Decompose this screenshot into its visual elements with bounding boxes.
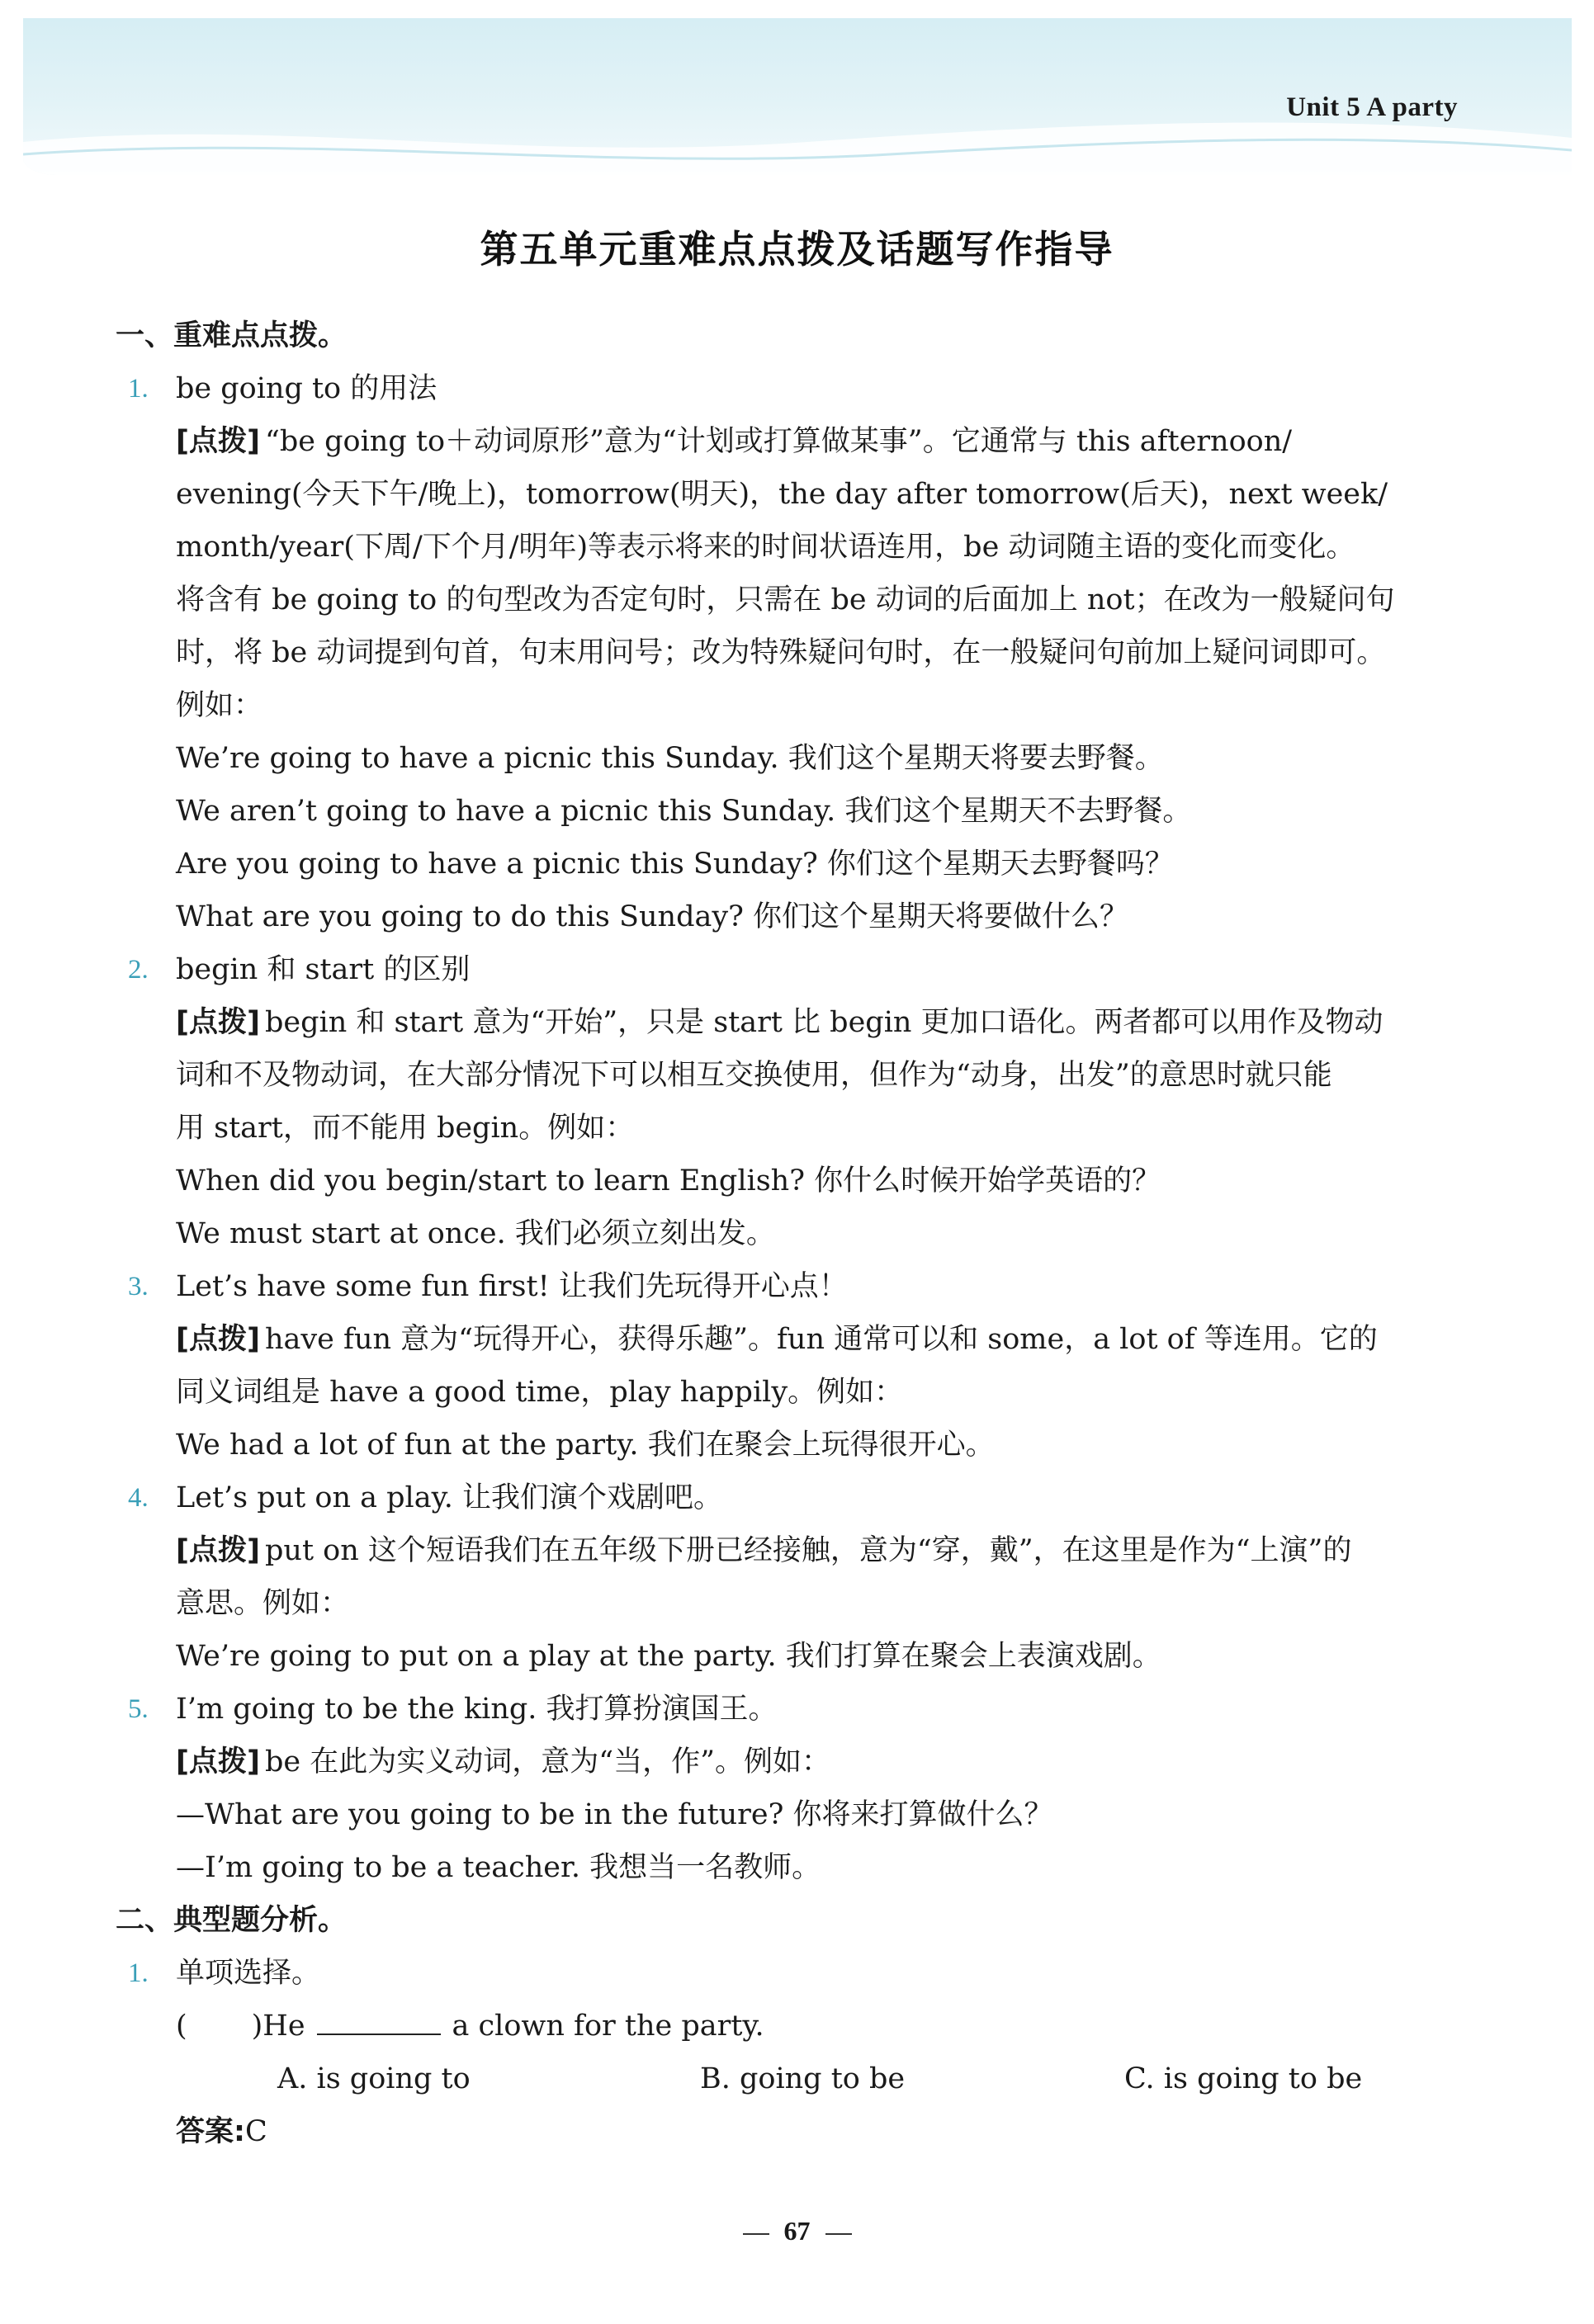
- answer-value: C: [245, 2115, 267, 2148]
- question-lead: )He: [251, 2010, 305, 2043]
- option-c: C. is going to be: [1124, 2062, 1363, 2095]
- explain-text: begin 和 start 意为“开始”，只是 start 比 begin 更加口语化。两者都可以用作及物动: [265, 1006, 1384, 1039]
- explain-line: [176, 1321, 1378, 1358]
- explain-text: put on 这个短语我们在五年级下册已经接触，意为“穿，戴”，在这里是作为“上演”的: [265, 1534, 1352, 1567]
- example-line: —What are you going to be in the future? 你将来打算做什么？: [176, 1798, 1053, 1831]
- explain-line: 例如：: [176, 689, 263, 722]
- section-heading-1: 一、重难点点拨。: [116, 319, 348, 352]
- question-rest: a clown for the party.: [452, 2010, 764, 2043]
- tip-tag: [点拨]: [176, 1006, 260, 1039]
- explain-line: month/year(下周/下个月/明年)等表示将来的时间状语连用，be 动词随主语的变化而变化。: [176, 531, 1355, 564]
- dash-left: [743, 2233, 769, 2235]
- item-title: begin 和 start 的区别: [176, 953, 471, 986]
- dash-right: [825, 2233, 852, 2235]
- page-number-text: 67: [783, 2216, 811, 2246]
- explain-line: 意思。例如：: [176, 1587, 350, 1620]
- option-a: A. is going to: [277, 2062, 471, 2095]
- item-number: 2.: [128, 955, 149, 985]
- item-number: 5.: [128, 1694, 149, 1724]
- item-title: be going to 的用法: [176, 372, 438, 405]
- explain-line: [176, 1004, 1384, 1041]
- example-line: We must start at once. 我们必须立刻出发。: [176, 1217, 775, 1250]
- explain-line: [176, 1744, 830, 1780]
- tip-tag: [点拨]: [176, 425, 260, 458]
- answer-line: [176, 2114, 267, 2150]
- explain-line: 用 start，而不能用 begin。例如：: [176, 1112, 635, 1145]
- section-heading-2: 二、典型题分析。: [116, 1904, 348, 1937]
- example-line: We’re going to put on a play at the party. 我们打算在聚会上表演戏剧。: [176, 1640, 1161, 1673]
- option-b: B. going to be: [700, 2062, 906, 2095]
- unit-label: Unit 5 A party: [1286, 92, 1458, 122]
- item-number: 4.: [128, 1483, 149, 1513]
- question-title: 单项选择。: [176, 1957, 321, 1990]
- question-stem: [176, 2008, 764, 2044]
- explain-line: evening(今天下午/晚上)，tomorrow(明天)，the day after tomorrow(后天)，next week/: [176, 478, 1388, 511]
- fill-blank[interactable]: [317, 2009, 441, 2035]
- example-line: We’re going to have a picnic this Sunday. 我们这个星期天将要去野餐。: [176, 742, 1164, 775]
- page-title: 第五单元重难点点拨及话题写作指导: [480, 227, 1114, 272]
- item-title: Let’s put on a play. 让我们演个戏剧吧。: [176, 1481, 722, 1514]
- explain-line: 将含有 be going to 的句型改为否定句时，只需在 be 动词的后面加上 not；在改为一般疑问句: [176, 583, 1395, 616]
- explain-line: [176, 423, 1292, 460]
- explain-line: 时，将 be 动词提到句首，句末用问号；改为特殊疑问句时，在一般疑问句前加上疑问词即可。: [176, 636, 1386, 669]
- tip-tag: [点拨]: [176, 1745, 260, 1778]
- tip-tag: [点拨]: [176, 1534, 260, 1567]
- example-line: We aren’t going to have a picnic this Sunday. 我们这个星期天不去野餐。: [176, 795, 1192, 828]
- explain-text: be 在此为实义动词，意为“当，作”。例如：: [265, 1745, 831, 1778]
- explain-line: [176, 1533, 1351, 1569]
- item-title: I’m going to be the king. 我打算扮演国王。: [176, 1693, 778, 1726]
- explain-line: 同义词组是 have a good time，play happily。例如：: [176, 1376, 904, 1409]
- example-line: —I’m going to be a teacher. 我想当一名教师。: [176, 1851, 821, 1884]
- answer-paren-open: (: [176, 2010, 187, 2043]
- example-line: What are you going to do this Sunday? 你们这个星期天将要做什么？: [176, 900, 1129, 933]
- example-line: When did you begin/start to learn English? 你什么时候开始学英语的？: [176, 1164, 1161, 1197]
- item-title: Let’s have some fun first! 让我们先玩得开心点！: [176, 1270, 848, 1303]
- question-number: 1.: [128, 1958, 149, 1988]
- example-line: Are you going to have a picnic this Sunday? 你们这个星期天去野餐吗？: [176, 848, 1174, 881]
- item-number: 1.: [128, 374, 149, 404]
- explain-line: 词和不及物动词，在大部分情况下可以相互交换使用，但作为“动身，出发”的意思时就只能: [176, 1059, 1332, 1092]
- explain-text: “be going to＋动词原形”意为“计划或打算做某事”。它通常与 this afternoon/: [265, 425, 1293, 458]
- tip-tag: [点拨]: [176, 1323, 260, 1356]
- page-number: [0, 2216, 1594, 2246]
- item-number: 3.: [128, 1272, 149, 1301]
- answer-label: 答案:: [176, 2115, 245, 2148]
- example-line: We had a lot of fun at the party. 我们在聚会上玩得很开心。: [176, 1429, 995, 1462]
- explain-text: have fun 意为“玩得开心，获得乐趣”。fun 通常可以和 some，a lot of 等连用。它的: [265, 1323, 1378, 1356]
